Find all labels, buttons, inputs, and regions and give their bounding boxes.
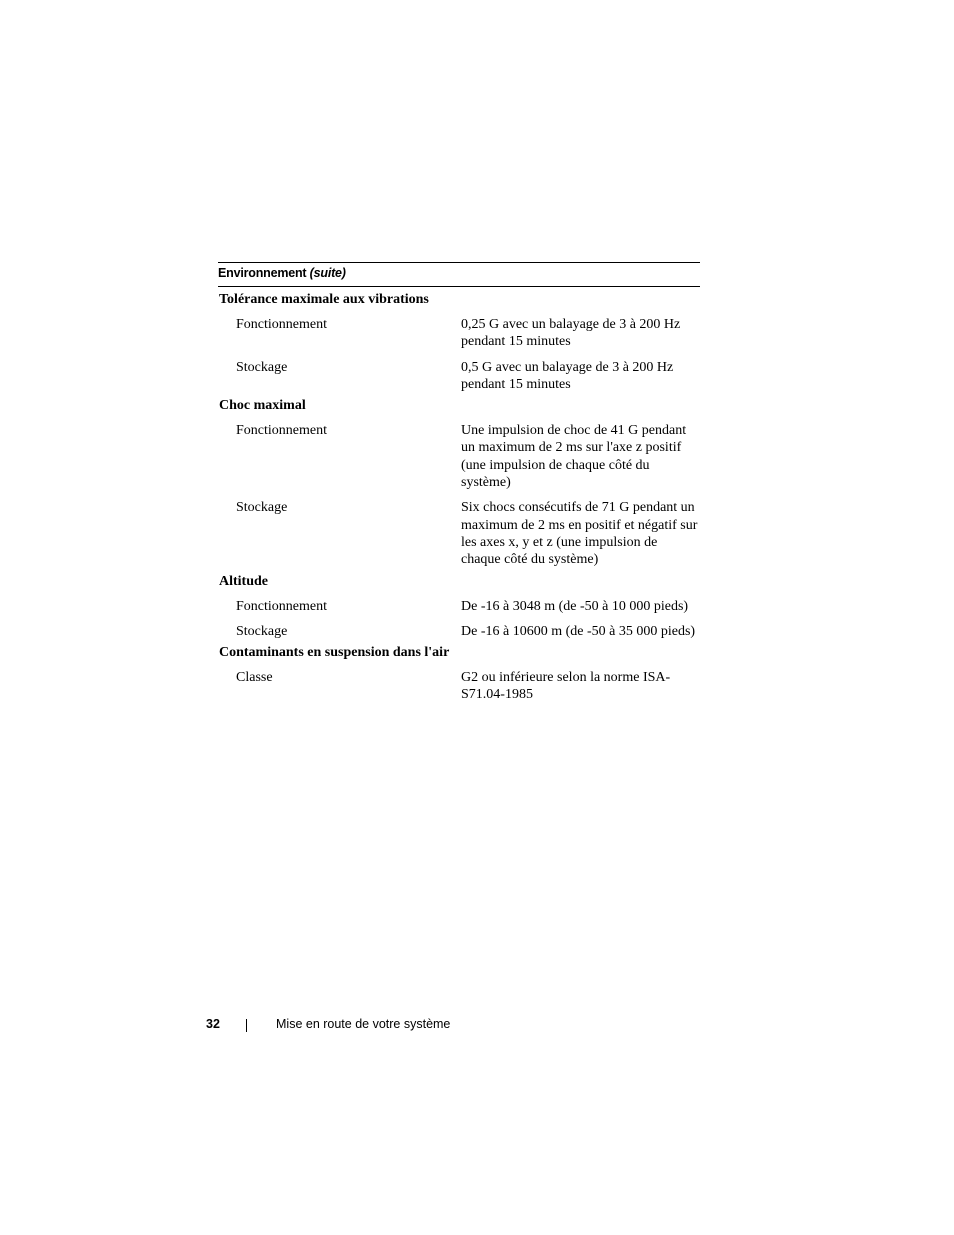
page-footer <box>206 1016 450 1032</box>
row-value: De -16 à 3048 m (de -50 à 10 000 pieds) <box>461 598 689 614</box>
chapter-title: Mise en route de votre système <box>276 1017 451 1031</box>
section-title: Choc maximal <box>219 398 306 414</box>
row-label: Stockage <box>236 623 288 639</box>
table-row <box>218 623 700 640</box>
section-contaminants <box>218 644 700 704</box>
table-row <box>218 499 700 568</box>
row-value: De -16 à 10600 m (de -50 à 35 000 pieds) <box>461 623 696 639</box>
footer-separator <box>246 1019 247 1032</box>
table-row <box>218 316 700 351</box>
row-label: Fonctionnement <box>236 423 327 439</box>
section-title: Tolérance maximale aux vibrations <box>219 292 429 307</box>
table-row <box>218 598 700 615</box>
section-altitude <box>218 573 700 641</box>
section-shock <box>218 397 700 568</box>
table-row <box>218 669 700 704</box>
row-value: Une impulsion de choc de 41 G pendant un maximum de 2 ms sur l'axe z positif (une impulsion de chaque côté du système) <box>461 423 687 491</box>
page-number: 32 <box>206 1017 220 1031</box>
row-value: Six chocs consécutifs de 71 G pendant un maximum de 2 ms en positif et négatif sur les axes x, y et z (une impulsion de chaque côté du système) <box>461 500 698 568</box>
row-label: Classe <box>236 670 273 686</box>
row-label: Fonctionnement <box>236 317 327 332</box>
table-header-title: Environnement <box>218 266 307 280</box>
table-row <box>218 422 700 491</box>
table-header <box>218 262 700 287</box>
table-header-suffix: (suite) <box>309 266 346 280</box>
row-label: Stockage <box>236 500 288 516</box>
row-label: Fonctionnement <box>236 598 327 614</box>
spec-table <box>218 262 700 704</box>
table-row <box>218 359 700 394</box>
row-value: 0,25 G avec un balayage de 3 à 200 Hz pendant 15 minutes <box>461 317 681 350</box>
section-title: Altitude <box>219 573 268 589</box>
section-title: Contaminants en suspension dans l'air <box>219 645 450 661</box>
row-label: Stockage <box>236 359 288 375</box>
row-value: G2 ou inférieure selon la norme ISA-S71.04-1985 <box>461 670 671 703</box>
section-vibrations <box>218 291 700 393</box>
row-value: 0,5 G avec un balayage de 3 à 200 Hz pendant 15 minutes <box>461 359 674 392</box>
